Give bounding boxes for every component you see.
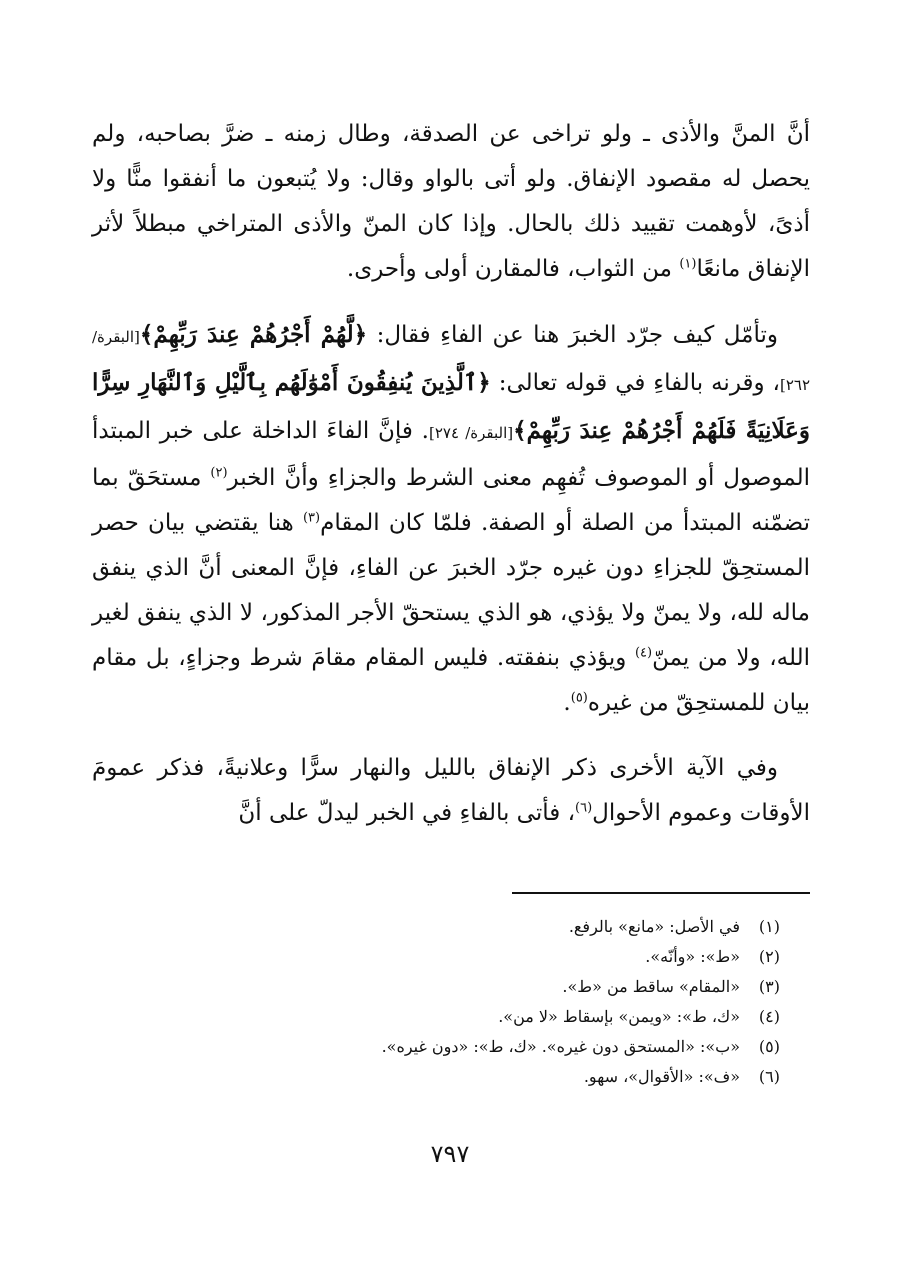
footnote-text: «ك، ط»: «ويمن» بإسقاط «لا من». — [498, 1007, 740, 1026]
footnote-number: (٢) — [758, 947, 780, 966]
footnote-number: (٤) — [758, 1007, 780, 1026]
footnote-text: في الأصل: «مانع» بالرفع. — [568, 917, 740, 936]
footnote-number: (٣) — [758, 977, 780, 996]
verse-reference-1: [البقرة/ ٢٦٢] — [92, 328, 810, 394]
text-run: ويؤذي بنفقته. فليس المقام مقامَ شرط وجزاءٍ، بل مقام بيان للمستحِقّ من غيره — [92, 645, 810, 716]
footnote-item — [180, 1062, 780, 1092]
quran-verse-1: ﴿لَّهُمْ أَجْرُهُمْ عِندَ رَبِّهِمْ﴾ — [139, 321, 368, 348]
text-run: . — [563, 690, 571, 716]
footnote-text: «ف»: «الأقوال»، سهو. — [583, 1067, 740, 1086]
text-run: وفي الآية الأخرى ذكر الإنفاق بالليل والنهار سرًّا وعلانيةً، فذكر عمومَ الأوقات وعموم الأحوال — [92, 755, 810, 826]
footnote-ref-3: (٣) — [302, 510, 321, 526]
footnote-ref-5: (٥) — [570, 690, 588, 706]
paragraph-2 — [92, 312, 810, 726]
footnote-item — [180, 1002, 780, 1032]
text-run: هنا يقتضي بيان حصر المستحِقّ للجزاءِ دون غيره جرّد الخبرَ عن الفاءِ، فإنَّ المعنى أنَّ الذي ينفق ماله لله، ولا يمنّ ولا يؤذي، هو الذي يستحقّ الأجر المذكور، لا الذي ينفق لغير الله، ولا من يمنّ — [92, 510, 810, 671]
text-run: وتأمّل كيف جرّد الخبرَ هنا عن الفاءِ فقال: — [367, 322, 779, 348]
verse-reference-2: [البقرة/ ٢٧٤] — [428, 424, 514, 442]
paragraph-3 — [92, 746, 810, 836]
footnote-number: (٦) — [758, 1067, 780, 1086]
footnote-ref-1: (١) — [679, 256, 697, 272]
footnote-ref-2: (٢) — [210, 465, 228, 481]
main-text — [92, 112, 810, 836]
footnote-number: (٥) — [758, 1037, 780, 1056]
text-run: ، فأتى بالفاءِ في الخبر ليدلّ على أنَّ — [238, 800, 575, 826]
footnote-divider — [512, 892, 810, 894]
text-run: ، وقرنه بالفاءِ في قوله تعالى: — [490, 370, 780, 396]
footnote-item — [180, 942, 780, 972]
footnotes-list — [180, 912, 780, 1092]
text-run: مستحَقّ بما تضمّنه المبتدأ من الصلة أو الصفة. فلمّا كان المقام — [92, 465, 810, 536]
text-run: أنَّ المنَّ والأذى ـ ولو تراخى عن الصدقة، وطال زمنه ـ ضرَّ بصاحبه، ولم يحصل له مقصود الإنفاق. ولو أتى بالواو وقال: ولا يُتبعون ما أنفقوا منًّا ولا أذىً، لأوهمت تقييد ذلك بالحال. وإذا كان المنّ والأذى المتراخي مبطلاً لأثر الإنفاق مانعًا — [92, 121, 810, 282]
text-run: . فإنَّ الفاءَ الداخلة على خبر المبتدأ الموصول أو الموصوف تُفهِم معنى الشرط والجزاءِ وأنَّ الخبر — [92, 418, 810, 491]
text-run: من الثواب، فالمقارن أولى وأحرى. — [346, 256, 680, 282]
footnote-item — [180, 912, 780, 942]
footnote-ref-4: (٤) — [634, 645, 653, 661]
footnote-number: (١) — [758, 917, 780, 936]
footnote-text: «ب»: «المستحق دون غيره». «ك، ط»: «دون غيره». — [381, 1037, 740, 1056]
footnote-text: «المقام» ساقط من «ط». — [562, 977, 740, 996]
paragraph-1 — [92, 112, 810, 292]
footnote-item — [180, 972, 780, 1002]
footnote-ref-6: (٦) — [575, 800, 593, 816]
footnote-item — [180, 1032, 780, 1062]
page-number: ٧٩٧ — [430, 1140, 470, 1168]
footnote-text: «ط»: «وأنّه». — [645, 947, 740, 966]
quran-verse-2: ﴿ٱلَّذِينَ يُنفِقُونَ أَمْوَٰلَهُم بِٱلَّيْلِ وَٱلنَّهَارِ سِرًّا وَعَلَانِيَةً فَلَهُمْ أَجْرُهُمْ عِندَ رَبِّهِمْ﴾ — [92, 369, 810, 444]
